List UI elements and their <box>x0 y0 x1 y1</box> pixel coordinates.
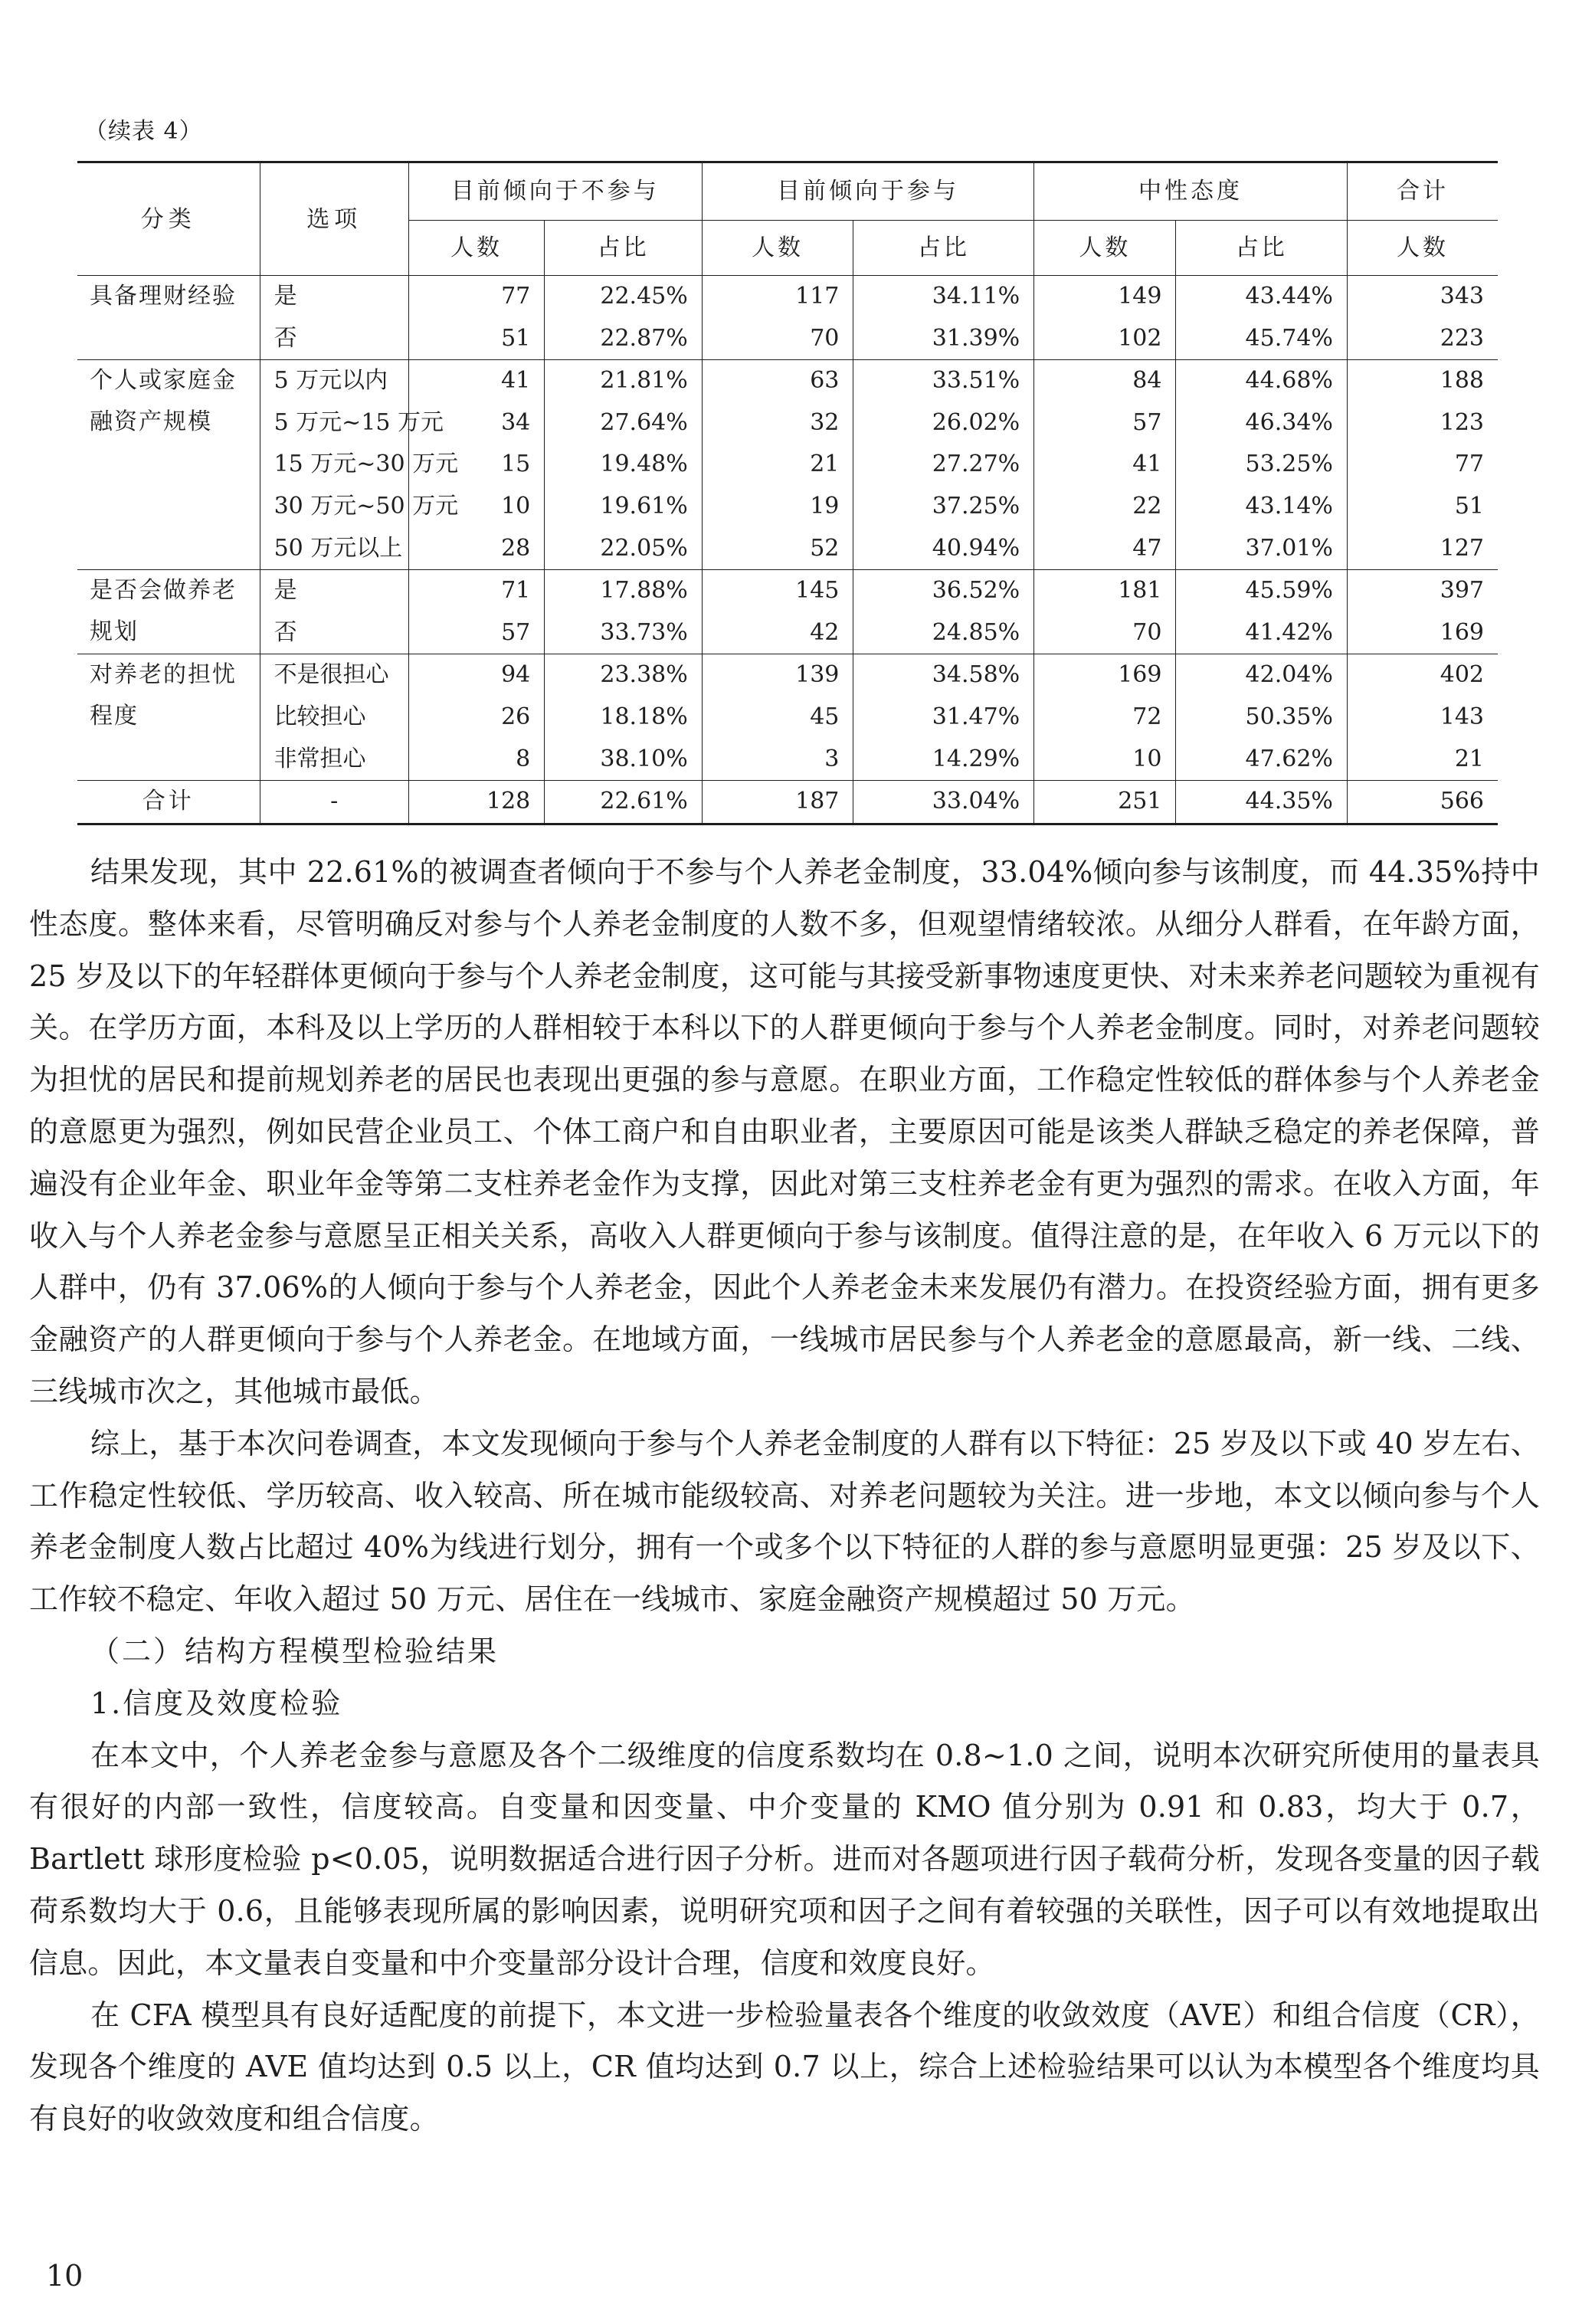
header-sub: 占比 <box>545 221 703 276</box>
paragraph: 综上，基于本次问卷调查，本文发现倾向于参与个人养老金制度的人群有以下特征：25 岁及以下或 40 岁左右、工作稳定性较低、学历较高、收入较高、所在城市能级较高、对养老问题较为关注。进一步地，本文以倾向参与个人养老金制度人数占比超过 40%为线进行划分，拥有一个或多个以下特征的人群的参与意愿明显更强：25 岁及以下、工作较不稳定、年收入超过 50 万元、居住在一线城市、家庭金融资产规模超过 50 万元。 <box>29 1426 1540 1617</box>
value-cell: 21 <box>1454 745 1484 772</box>
value-cell: 117 <box>702 276 853 318</box>
value-cell: 57 <box>1034 402 1176 444</box>
paragraph: 结果发现，其中 22.61%的被调查者倾向于不参与个人养老金制度，33.04%倾向参与该制度，而 44.35%持中性态度。整体来看，尽管明确反对参与个人养老金制度的人数不多，但观望情绪较浓。从细分人群看，在年龄方面，25 岁及以下的年轻群体更倾向于参与个人养老金制度，这可能与其接受新事物速度更快、对未来养老问题较为重视有关。在学历方面，本科及以上学历的人群相较于本科以下的人群更倾向于参与个人养老金制度。同时，对养老问题较为担忧的居民和提前规划养老的居民也表现出更强的参与意愿。在职业方面，工作稳定性较低的群体参与个人养老金的意愿更为强烈，例如民营企业员工、个体工商户和自由职业者，主要原因可能是该类人群缺乏稳定的养老保障，普遍没有企业年金、职业年金等第二支柱养老金作为支撑，因此对第三支柱养老金有更为强烈的需求。在收入方面，年收入与个人养老金参与意愿呈正相关关系，高收入人群更倾向于参与该制度。值得注意的是，在年收入 6 万元以下的人群中，仍有 37.06%的人倾向于参与个人养老金，因此个人养老金未来发展仍有潜力。在投资经验方面，拥有更多金融资产的人群更倾向于参与个人养老金。在地域方面，一线城市居民参与个人养老金的意愿最高，新一线、二线、三线城市次之，其他城市最低。 <box>29 855 1540 1408</box>
option-cell: 15 万元~30 万元 <box>260 444 408 486</box>
total-value-cell: 44.35% <box>1176 781 1347 824</box>
value-cell: 40.94% <box>853 528 1034 570</box>
value-cell: 23.38% <box>545 654 703 697</box>
value-cell: 37.01% <box>1176 528 1347 570</box>
value-cell: 34.11% <box>853 276 1034 318</box>
value-cell: 46.34% <box>1176 402 1347 444</box>
value-cell: 10 <box>408 486 544 528</box>
table-row <box>77 486 1498 528</box>
paragraph: 在 CFA 模型具有良好适配度的前提下，本文进一步检验量表各个维度的收敛效度（AVE）和组合信度（CR），发现各个维度的 AVE 值均达到 0.5 以上，CR 值均达到 0.7 以上，综合上述检验结果可以认为本模型各个维度均具有良好的收敛效度和组合信度。 <box>29 1998 1540 2136</box>
header-group-not-participate: 目前倾向于不参与 <box>408 162 702 221</box>
value-cell: 32 <box>702 402 853 444</box>
header-sub: 占比 <box>1176 221 1347 276</box>
table-row <box>77 739 1498 781</box>
value-cell: 123 <box>1440 408 1484 436</box>
header-sub: 占比 <box>853 221 1034 276</box>
value-cell: 34.58% <box>853 654 1034 697</box>
value-cell: 22.87% <box>545 318 703 360</box>
value-cell: 43.14% <box>1176 486 1347 528</box>
value-cell: 26.02% <box>853 402 1034 444</box>
table-caption: （续表 4） <box>84 118 203 145</box>
value-cell: 14.29% <box>853 739 1034 781</box>
value-cell: 63 <box>702 360 853 402</box>
value-cell: 71 <box>408 570 544 612</box>
option-cell: 30 万元~50 万元 <box>260 486 408 528</box>
value-cell: 51 <box>408 318 544 360</box>
value-cell: 72 <box>1034 697 1176 739</box>
table-row <box>77 276 1498 318</box>
value-cell: 77 <box>408 276 544 318</box>
header-sub: 人数 <box>1347 221 1498 276</box>
total-option: - <box>260 781 408 824</box>
body-text <box>29 847 1540 2145</box>
table-row <box>77 444 1498 486</box>
category-cell: 具备理财经验 <box>77 276 260 360</box>
option-cell: 非常担心 <box>260 739 408 781</box>
value-cell: 34 <box>408 402 544 444</box>
value-cell: 3 <box>702 739 853 781</box>
value-cell: 149 <box>1034 276 1176 318</box>
table-row <box>77 570 1498 612</box>
value-cell: 52 <box>702 528 853 570</box>
value-cell: 18.18% <box>545 697 703 739</box>
total-value-cell: 251 <box>1034 781 1176 824</box>
table-row <box>77 612 1498 654</box>
value-cell: 145 <box>702 570 853 612</box>
value-cell: 50.35% <box>1176 697 1347 739</box>
header-category: 分类 <box>77 162 260 276</box>
option-cell: 5 万元以内 <box>260 360 408 402</box>
value-cell: 22.05% <box>545 528 703 570</box>
value-cell: 70 <box>702 318 853 360</box>
header-option: 选项 <box>260 162 408 276</box>
total-value-cell: 566 <box>1347 781 1498 824</box>
value-cell: 223 <box>1440 324 1484 352</box>
value-cell: 77 <box>1454 451 1484 478</box>
page-number: 10 <box>46 2259 84 2293</box>
total-row <box>77 781 1498 824</box>
value-cell: 127 <box>1440 534 1484 562</box>
value-cell: 26 <box>408 697 544 739</box>
value-cell: 45.59% <box>1176 570 1347 612</box>
category-cell: 是否会做养老规划 <box>77 570 260 654</box>
value-cell: 22 <box>1034 486 1176 528</box>
header-group-total: 合计 <box>1347 162 1498 221</box>
header-group-neutral: 中性态度 <box>1034 162 1348 221</box>
value-cell: 31.47% <box>853 697 1034 739</box>
value-cell: 45.74% <box>1176 318 1347 360</box>
value-cell: 51 <box>1454 492 1484 520</box>
paragraph: 在本文中，个人养老金参与意愿及各个二级维度的信度系数均在 0.8~1.0 之间，说明本次研究所使用的量表具有很好的内部一致性，信度较高。自变量和因变量、中介变量的 KMO 值分别为 0.91 和 0.83，均大于 0.7，Bartlett 球形度检验 p<0.05，说明数据适合进行因子分析。进而对各题项进行因子载荷分析，发现各变量的因子载荷系数均大于 0.6，且能够表现所属的影响因素，说明研究项和因子之间有着较强的关联性，因子可以有效地提取出信息。因此，本文量表自变量和中介变量部分设计合理，信度和效度良好。 <box>29 1738 1540 1980</box>
value-cell: 84 <box>1034 360 1176 402</box>
value-cell: 53.25% <box>1176 444 1347 486</box>
value-cell: 343 <box>1440 283 1484 310</box>
subsection-heading: 1.信度及效度检验 <box>90 1686 343 1720</box>
table-row <box>77 654 1498 697</box>
option-cell: 否 <box>260 318 408 360</box>
value-cell: 397 <box>1347 570 1498 612</box>
value-cell: 45 <box>702 697 853 739</box>
option-cell: 不是很担心 <box>260 654 408 697</box>
header-sub: 人数 <box>1034 221 1176 276</box>
value-cell: 94 <box>408 654 544 697</box>
value-cell: 57 <box>408 612 544 654</box>
total-value-cell: 187 <box>702 781 853 824</box>
value-cell: 47 <box>1034 528 1176 570</box>
value-cell: 36.52% <box>853 570 1034 612</box>
value-cell: 28 <box>408 528 544 570</box>
value-cell: 47.62% <box>1176 739 1347 781</box>
option-cell: 5 万元~15 万元 <box>260 402 408 444</box>
value-cell: 24.85% <box>853 612 1034 654</box>
total-value-cell: 128 <box>408 781 544 824</box>
total-label: 合计 <box>77 781 260 824</box>
table-row <box>77 318 1498 360</box>
option-cell: 是 <box>260 570 408 612</box>
option-cell: 是 <box>260 276 408 318</box>
value-cell: 27.64% <box>545 402 703 444</box>
value-cell: 42 <box>702 612 853 654</box>
table-row <box>77 402 1498 444</box>
value-cell: 19 <box>702 486 853 528</box>
value-cell: 44.68% <box>1176 360 1347 402</box>
value-cell: 15 <box>408 444 544 486</box>
value-cell: 70 <box>1034 612 1176 654</box>
value-cell: 10 <box>1034 739 1176 781</box>
value-cell: 22.45% <box>545 276 703 318</box>
value-cell: 19.48% <box>545 444 703 486</box>
total-value-cell: 22.61% <box>545 781 703 824</box>
table-row <box>77 528 1498 570</box>
value-cell: 42.04% <box>1176 654 1347 697</box>
table-row <box>77 360 1498 402</box>
data-table <box>77 161 1498 825</box>
value-cell: 41 <box>1034 444 1176 486</box>
option-cell: 否 <box>260 612 408 654</box>
total-value-cell: 33.04% <box>853 781 1034 824</box>
category-cell: 对养老的担忧程度 <box>77 654 260 781</box>
category-cell: 个人或家庭金融资产规模 <box>77 360 260 570</box>
option-cell: 50 万元以上 <box>260 528 408 570</box>
value-cell: 169 <box>1034 654 1176 697</box>
value-cell: 139 <box>702 654 853 697</box>
header-group-participate: 目前倾向于参与 <box>702 162 1033 221</box>
value-cell: 21.81% <box>545 360 703 402</box>
value-cell: 41.42% <box>1176 612 1347 654</box>
value-cell: 27.27% <box>853 444 1034 486</box>
section-heading: （二）结构方程模型检验结果 <box>90 1634 500 1668</box>
header-sub: 人数 <box>702 221 853 276</box>
value-cell: 37.25% <box>853 486 1034 528</box>
value-cell: 21 <box>702 444 853 486</box>
value-cell: 169 <box>1440 618 1484 646</box>
value-cell: 33.51% <box>853 360 1034 402</box>
value-cell: 31.39% <box>853 318 1034 360</box>
table-row <box>77 697 1498 739</box>
value-cell: 181 <box>1034 570 1176 612</box>
value-cell: 102 <box>1034 318 1176 360</box>
value-cell: 8 <box>408 739 544 781</box>
value-cell: 143 <box>1440 703 1484 730</box>
value-cell: 33.73% <box>545 612 703 654</box>
value-cell: 17.88% <box>545 570 703 612</box>
value-cell: 19.61% <box>545 486 703 528</box>
value-cell: 188 <box>1347 360 1498 402</box>
value-cell: 43.44% <box>1176 276 1347 318</box>
option-cell: 比较担心 <box>260 697 408 739</box>
value-cell: 38.10% <box>545 739 703 781</box>
value-cell: 402 <box>1347 654 1498 697</box>
header-sub: 人数 <box>408 221 544 276</box>
value-cell: 41 <box>408 360 544 402</box>
